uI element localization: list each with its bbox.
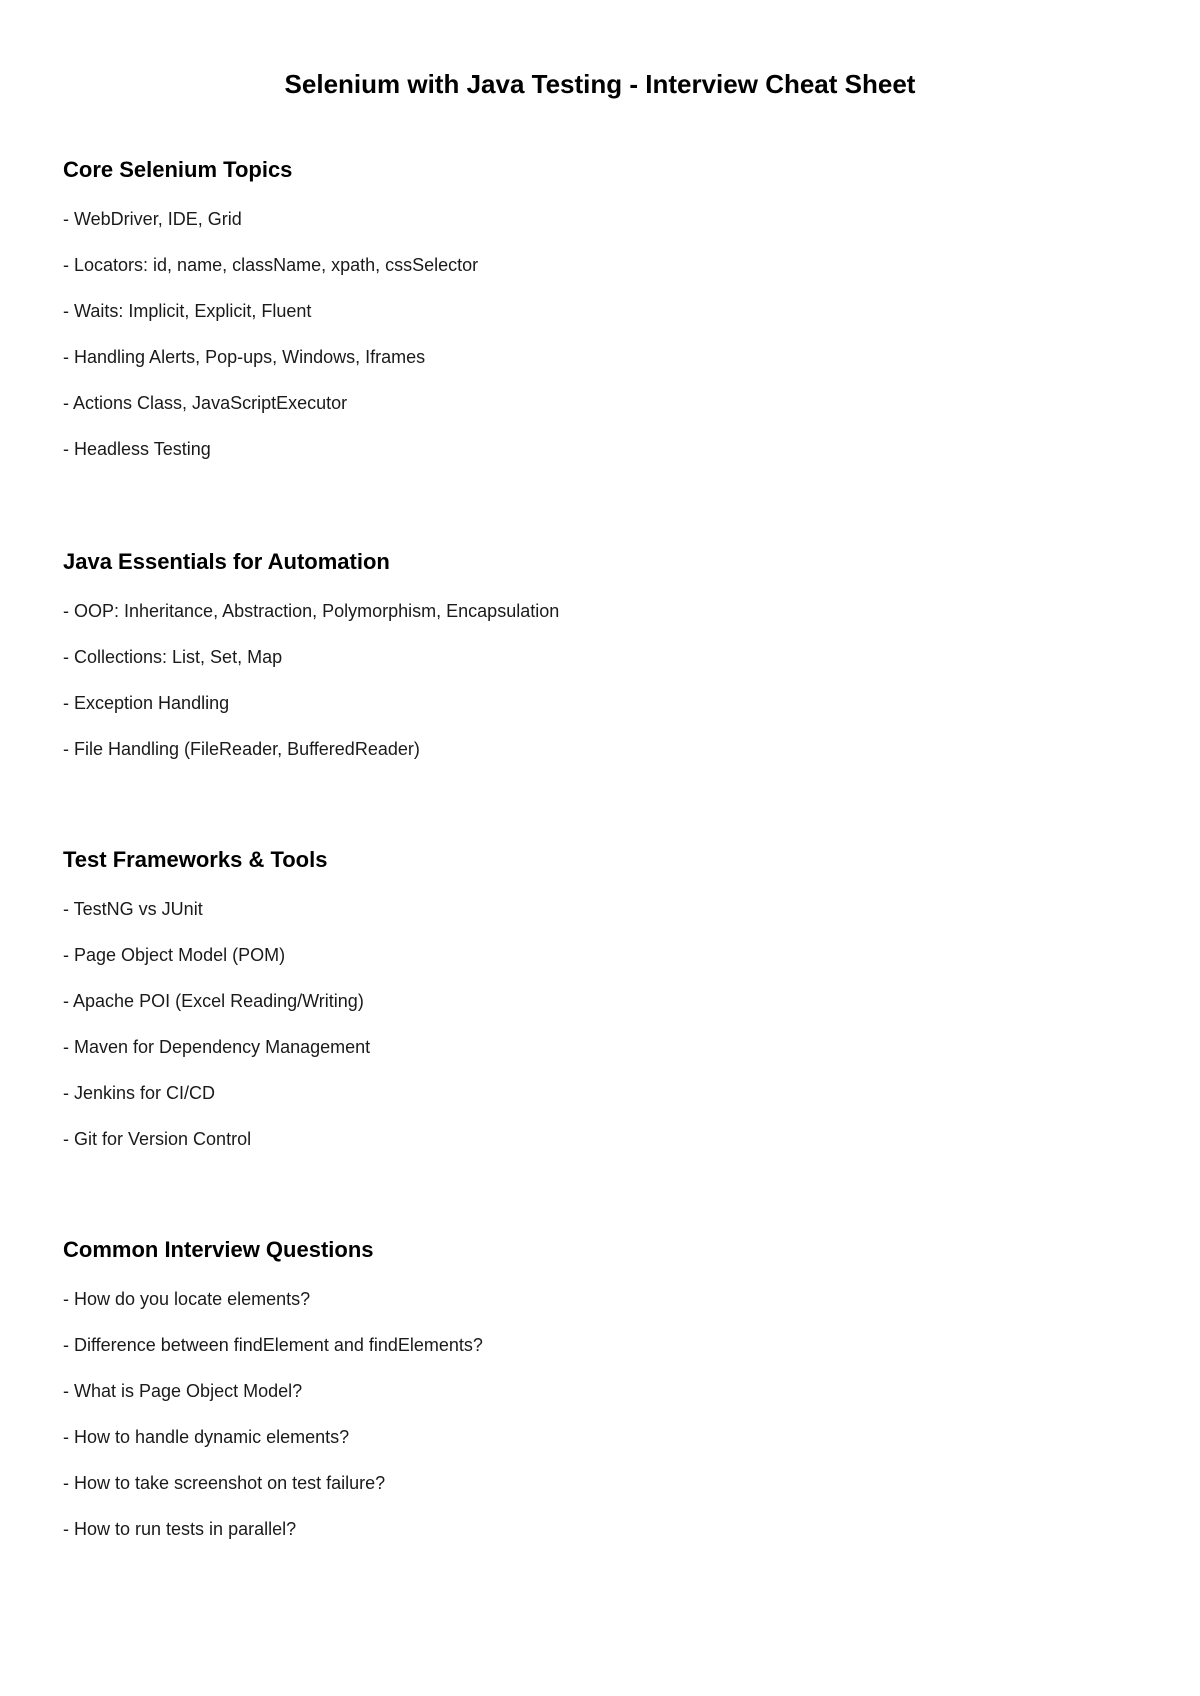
- list-item: - Maven for Dependency Management: [63, 1034, 1143, 1061]
- section-core-selenium-topics: [63, 156, 1143, 482]
- section-common-interview-questions: [63, 1236, 1143, 1562]
- section-heading: Common Interview Questions: [63, 1237, 374, 1262]
- list-item: - File Handling (FileReader, BufferedReader): [63, 736, 1143, 763]
- list-item: - What is Page Object Model?: [63, 1378, 1143, 1405]
- list-item: - Exception Handling: [63, 690, 1143, 717]
- list-item: - Git for Version Control: [63, 1126, 1143, 1153]
- list-item: - How to handle dynamic elements?: [63, 1424, 1143, 1451]
- list-item: - Headless Testing: [63, 436, 1143, 463]
- list-item: - Page Object Model (POM): [63, 942, 1143, 969]
- list-item: - OOP: Inheritance, Abstraction, Polymorphism, Encapsulation: [63, 598, 1143, 625]
- section-heading: Test Frameworks & Tools: [63, 847, 328, 872]
- list-item: - TestNG vs JUnit: [63, 896, 1143, 923]
- section-heading: Java Essentials for Automation: [63, 549, 390, 574]
- list-item: - Actions Class, JavaScriptExecutor: [63, 390, 1143, 417]
- list-item: - Collections: List, Set, Map: [63, 644, 1143, 671]
- list-item: - Waits: Implicit, Explicit, Fluent: [63, 298, 1143, 325]
- list-item: - WebDriver, IDE, Grid: [63, 206, 1143, 233]
- list-item: - How to take screenshot on test failure?: [63, 1470, 1143, 1497]
- list-item: - Jenkins for CI/CD: [63, 1080, 1143, 1107]
- section-heading: Core Selenium Topics: [63, 157, 293, 182]
- list-item: - Apache POI (Excel Reading/Writing): [63, 988, 1143, 1015]
- list-item: - How to run tests in parallel?: [63, 1516, 1143, 1543]
- section-test-frameworks-tools: [63, 846, 1143, 1172]
- list-item: - Difference between findElement and findElements?: [63, 1332, 1143, 1359]
- list-item: - Locators: id, name, className, xpath, cssSelector: [63, 252, 1143, 279]
- list-item: - How do you locate elements?: [63, 1286, 1143, 1313]
- list-item: - Handling Alerts, Pop-ups, Windows, Iframes: [63, 344, 1143, 371]
- section-java-essentials: [63, 548, 1143, 782]
- document-title: Selenium with Java Testing - Interview Cheat Sheet: [284, 69, 916, 99]
